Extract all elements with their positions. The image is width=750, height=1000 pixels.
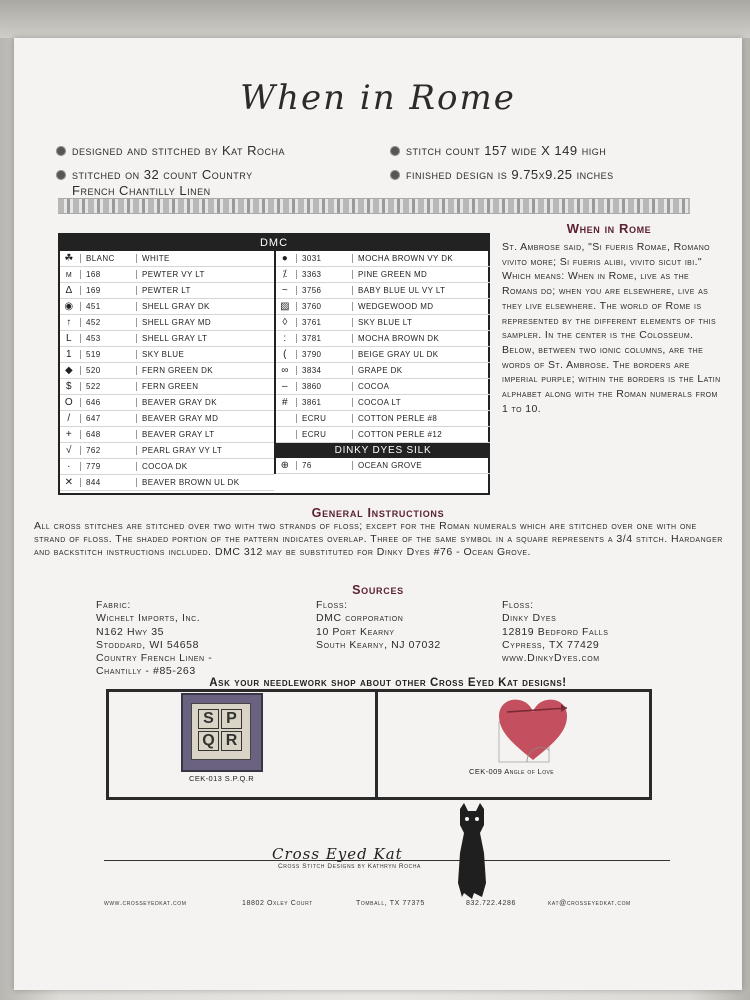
floss-number: 452 (86, 318, 101, 327)
source-dmc (316, 599, 441, 652)
sleeve-seal (0, 0, 750, 38)
floss-number: BLANC (86, 254, 115, 263)
footer-email: kat@crosseyedkat.com (548, 900, 631, 907)
floss-symbol-icon: m (65, 269, 73, 280)
floss-number: 3834 (302, 366, 322, 375)
floss-name: PEWTER LT (142, 286, 191, 295)
floss-number: 522 (86, 382, 101, 391)
floss-number: 779 (86, 462, 101, 471)
source-line: Fabric: (96, 599, 131, 611)
floss-name: SKY BLUE (142, 350, 185, 359)
floss-symbol-icon: ~ (281, 285, 289, 296)
floss-row (60, 299, 274, 315)
floss-symbol-icon: : (283, 333, 287, 344)
floss-row (60, 411, 274, 427)
floss-number: 3861 (302, 398, 322, 407)
dinky-dyes-header: DINKY DYES SILK (276, 443, 490, 458)
spqr-letter: R (221, 731, 242, 751)
floss-number: 3790 (302, 350, 322, 359)
side-heading: When in Rome (566, 221, 652, 236)
floss-row (276, 379, 490, 395)
floss-row (276, 283, 490, 299)
floss-name: GRAPE DK (358, 366, 403, 375)
floss-number: 3363 (302, 270, 322, 279)
floss-symbol-icon: ● (281, 253, 289, 264)
floss-number: 168 (86, 270, 101, 279)
floss-name: SHELL GRAY LT (142, 334, 208, 343)
rosette-icon (390, 146, 400, 156)
floss-row (276, 427, 490, 443)
credit-finished-size: finished design is 9.75x9.25 inches (390, 167, 614, 182)
floss-row (276, 347, 490, 363)
spqr-thumbnail (181, 693, 263, 772)
floss-name: BABY BLUE UL VY LT (358, 286, 446, 295)
floss-number: 647 (86, 414, 101, 423)
pattern-page (14, 38, 742, 990)
source-line: Cypress, TX 77429 (502, 638, 600, 651)
floss-symbol-icon: O (64, 397, 74, 408)
floss-name: BEAVER GRAY LT (142, 430, 215, 439)
footer-street: 18802 Oxley Court (242, 900, 313, 907)
floss-row (276, 411, 490, 427)
floss-number: 3761 (302, 318, 322, 327)
floss-number: 762 (86, 446, 101, 455)
floss-row (276, 363, 490, 379)
floss-name: BEAVER GRAY MD (142, 414, 219, 423)
sources-heading: Sources (352, 583, 404, 597)
rosette-icon (56, 170, 66, 180)
floss-name: COCOA (358, 382, 390, 391)
general-heading: General Instructions (311, 506, 445, 520)
angle-caption: CEK-009 Angle of Love (469, 767, 554, 776)
floss-name: PINE GREEN MD (358, 270, 428, 279)
source-line: Dinky Dyes (502, 612, 557, 625)
floss-symbol-icon: ☘ (64, 253, 74, 264)
dmc-column-left (60, 251, 274, 491)
source-line: 10 Port Kearny (316, 625, 395, 638)
floss-row (60, 443, 274, 459)
dmc-header: DMC (60, 235, 488, 251)
footer-website: www.crosseyedkat.com (104, 900, 187, 907)
floss-name: FERN GREEN (142, 382, 199, 391)
source-fabric (96, 599, 212, 679)
floss-row (276, 299, 490, 315)
floss-number: 3860 (302, 382, 322, 391)
floss-number: 3756 (302, 286, 322, 295)
general-body: All cross stitches are stitched over two with two strands of floss; except for the Roman numerals which are stitched over one with one strand of floss. The shaded portion of the pattern indicates overlap. Three of the same symbol in a square represents a 3/4 stitch. Hardanger and backstitch instructions included. DMC 312 may be substituted for Dinky Dyes #76 - Ocean Grove. (34, 520, 723, 558)
floss-name: BEAVER GRAY DK (142, 398, 217, 407)
floss-number: 3760 (302, 302, 322, 311)
floss-number: 520 (86, 366, 101, 375)
dmc-color-key (58, 233, 490, 495)
floss-row (60, 331, 274, 347)
floss-number: 519 (86, 350, 101, 359)
pattern-title: When in Rome (240, 78, 516, 118)
source-line: N162 Hwy 35 (96, 625, 165, 638)
rosette-icon (390, 170, 400, 180)
decorative-border (58, 198, 690, 214)
floss-symbol-icon: ◆ (64, 365, 74, 376)
floss-row (60, 251, 274, 267)
floss-symbol-icon: 1 (66, 349, 72, 360)
floss-symbol-icon: + (65, 429, 73, 440)
floss-name: BEAVER BROWN UL DK (142, 478, 240, 487)
floss-symbol-icon: L (66, 333, 72, 344)
floss-row (60, 315, 274, 331)
floss-name: OCEAN GROVE (358, 461, 422, 470)
floss-number: 451 (86, 302, 101, 311)
floss-name: COTTON PERLE #8 (358, 414, 438, 423)
source-line: 12819 Bedford Falls (502, 625, 609, 638)
floss-number: 844 (86, 478, 101, 487)
footer-city: Tomball, TX 77375 (356, 900, 425, 907)
angle-of-love-thumbnail (493, 694, 573, 766)
floss-symbol-icon: # (282, 397, 288, 408)
floss-number: 646 (86, 398, 101, 407)
floss-number: 648 (86, 430, 101, 439)
floss-row (276, 458, 490, 474)
floss-number: 3031 (302, 254, 322, 263)
floss-symbol-icon: ⊕ (280, 460, 290, 471)
source-line: Floss: (502, 599, 534, 611)
floss-symbol-icon: $ (66, 381, 72, 392)
floss-name: PEARL GRAY VY LT (142, 446, 223, 455)
floss-row (60, 475, 274, 491)
source-line: Stoddard, WI 54658 (96, 638, 200, 651)
floss-row (60, 267, 274, 283)
floss-name: SKY BLUE LT (358, 318, 413, 327)
floss-number: 3781 (302, 334, 322, 343)
spqr-caption: CEK-013 S.P.Q.R (189, 774, 255, 783)
credit-fabric: stitched on 32 count Country French Chantilly Linen (56, 167, 253, 199)
source-line: Wichelt Imports, Inc. (96, 612, 201, 625)
other-designs-box (106, 689, 652, 800)
floss-symbol-icon: ✕ (64, 477, 74, 488)
floss-number: 169 (86, 286, 101, 295)
floss-row (60, 427, 274, 443)
floss-number: ECRU (302, 414, 327, 423)
source-line: South Kearny, NJ 07032 (316, 638, 441, 651)
floss-symbol-icon: ∞ (281, 365, 289, 376)
floss-symbol-icon: ◉ (64, 301, 74, 312)
floss-row (60, 379, 274, 395)
source-dinky-dyes (502, 599, 609, 665)
floss-name: SHELL GRAY DK (142, 302, 210, 311)
source-line: DMC corporation (316, 612, 404, 625)
floss-symbol-icon: · (67, 461, 71, 472)
floss-row (276, 395, 490, 411)
floss-row (276, 315, 490, 331)
ask-banner: Ask your needlework shop about other Cross Eyed Kat designs! (209, 677, 567, 689)
credit-designer: designed and stitched by Kat Rocha (56, 143, 285, 158)
source-line: Floss: (316, 599, 348, 611)
floss-symbol-icon: / (67, 413, 71, 424)
floss-row (60, 363, 274, 379)
footer-phone: 832.722.4286 (466, 900, 517, 907)
floss-symbol-icon: ▨ (280, 301, 290, 312)
floss-row (60, 283, 274, 299)
floss-symbol-icon: √ (66, 445, 72, 456)
floss-row (60, 459, 274, 475)
floss-row (276, 331, 490, 347)
floss-row (276, 251, 490, 267)
brand-tagline: Cross Stitch Designs by Kathryn Rocha (278, 863, 421, 870)
floss-row (276, 267, 490, 283)
spqr-letter: Q (198, 731, 219, 751)
floss-name: COCOA LT (358, 398, 402, 407)
floss-name: MOCHA BROWN VY DK (358, 254, 454, 263)
floss-row (60, 395, 274, 411)
floss-name: COCOA DK (142, 462, 188, 471)
floss-number: ECRU (302, 430, 327, 439)
floss-name: PEWTER VY LT (142, 270, 205, 279)
floss-symbol-icon: – (282, 381, 288, 392)
floss-symbol-icon: ◊ (282, 317, 288, 328)
brand-logo: Cross Eyed Kat (272, 845, 403, 863)
floss-symbol-icon: Δ (65, 285, 73, 296)
floss-symbol-icon: ⁒ (282, 269, 288, 280)
floss-name: MOCHA BROWN DK (358, 334, 440, 343)
floss-symbol-icon: ( (283, 349, 287, 360)
floss-name: SHELL GRAY MD (142, 318, 212, 327)
floss-name: BEIGE GRAY UL DK (358, 350, 439, 359)
source-line: Country French Linen - (96, 652, 213, 665)
source-line: www.DinkyDyes.com (502, 652, 600, 665)
source-line: Chantilly - #85-263 (96, 665, 196, 678)
side-description: St. Ambrose said, "Si fueris Romae, Romano vivito more; Si fueris alibi, vivito sicut ibi." Which means: When in Rome, live as the Romans do; when you are elsewhere, live as they live elsewhere. The world of Rome is represented by the different elements of this sampler. In the center is the Colosseum. Below, between two ionic columns, are the words of St. Ambrose. The borders are imperial purple; within the borders is the Latin alphabet along with the Roman numerals from 1 to 10. (502, 241, 721, 415)
floss-name: WEDGEWOOD MD (358, 302, 434, 311)
credit-stitch-count: stitch count 157 wide X 149 high (390, 143, 606, 158)
floss-row (60, 347, 274, 363)
dmc-column-right (274, 251, 490, 474)
spqr-letter: S (198, 709, 219, 729)
rosette-icon (56, 146, 66, 156)
floss-name: FERN GREEN DK (142, 366, 213, 375)
cat-logo-icon (454, 803, 490, 899)
floss-name: COTTON PERLE #12 (358, 430, 443, 439)
divider (375, 692, 378, 797)
floss-number: 76 (302, 461, 312, 470)
spqr-letter: P (221, 709, 242, 729)
floss-number: 453 (86, 334, 101, 343)
floss-name: WHITE (142, 254, 170, 263)
floss-symbol-icon: ↑ (66, 317, 72, 328)
